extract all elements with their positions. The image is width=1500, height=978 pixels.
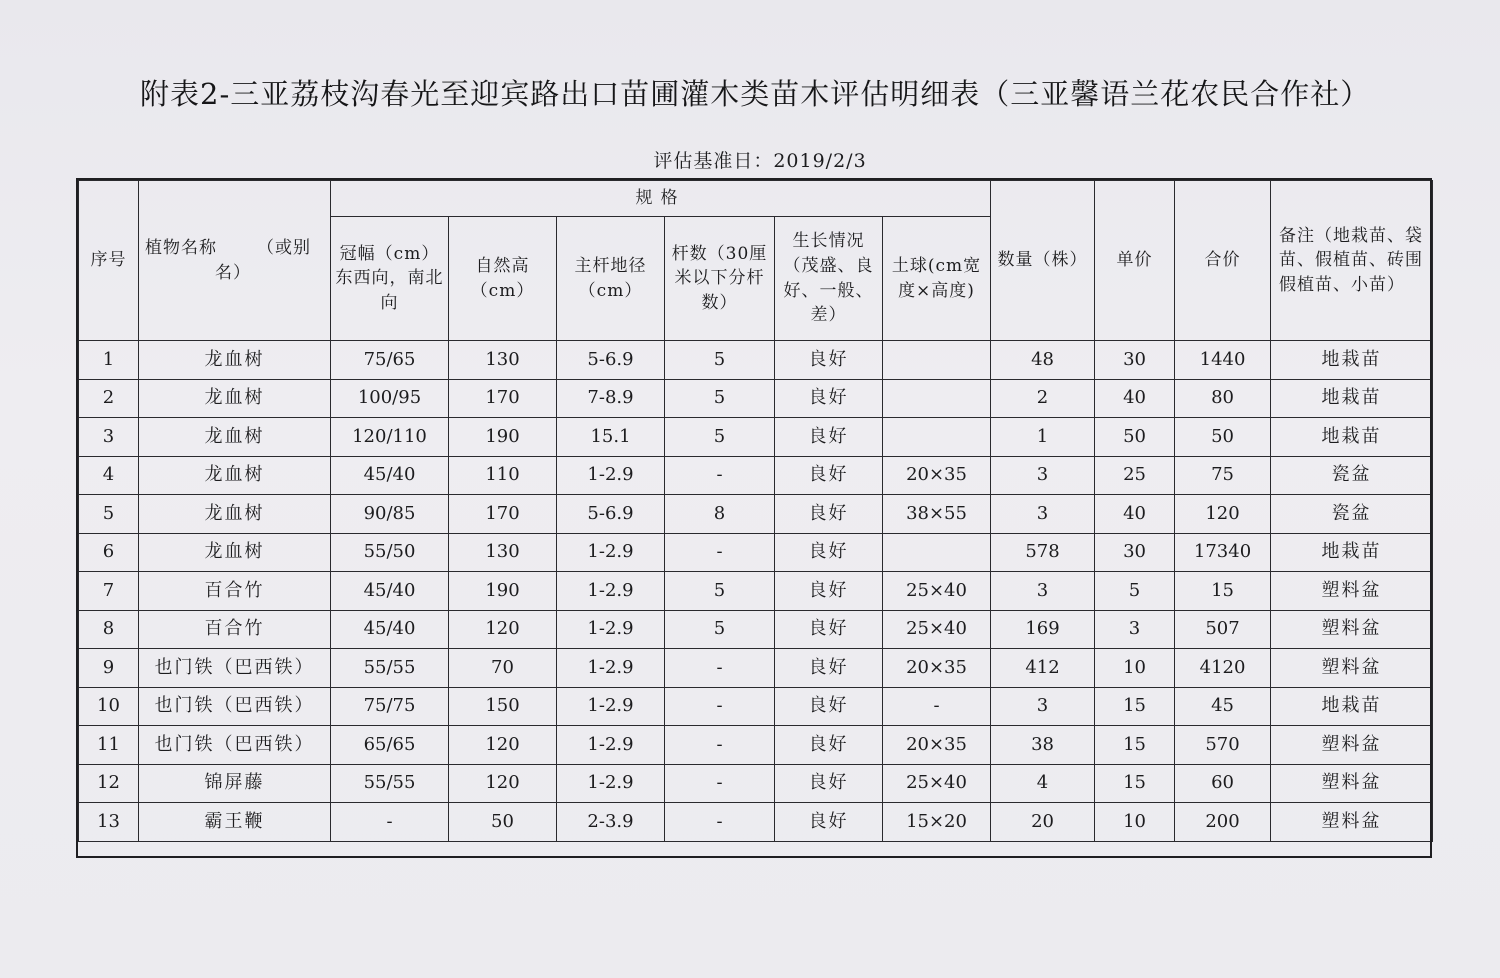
cell-total: 200 (1175, 803, 1271, 842)
cell-qty: 48 (991, 341, 1095, 380)
cell-qty: 2 (991, 379, 1095, 418)
cell-soil-ball (883, 379, 991, 418)
cell-trunk-diameter: 15.1 (557, 418, 665, 457)
header-total: 合价 (1175, 181, 1271, 341)
cell-height: 50 (449, 803, 557, 842)
cell-total: 4120 (1175, 649, 1271, 688)
cell-soil-ball: 25×40 (883, 610, 991, 649)
cell-plant-name: 龙血树 (139, 495, 331, 534)
header-height: 自然高（cm） (449, 217, 557, 341)
cell-note: 地栽苗 (1271, 418, 1433, 457)
table-row (79, 495, 1433, 534)
cell-plant-name: 百合竹 (139, 572, 331, 611)
cell-seq: 2 (79, 379, 139, 418)
cell-stem-count: 8 (665, 495, 775, 534)
cell-total: 50 (1175, 418, 1271, 457)
cell-seq: 5 (79, 495, 139, 534)
cell-note: 地栽苗 (1271, 379, 1433, 418)
cell-unit-price: 40 (1095, 495, 1175, 534)
cell-total: 80 (1175, 379, 1271, 418)
cell-growth: 良好 (775, 687, 883, 726)
cell-total: 1440 (1175, 341, 1271, 380)
cell-height: 70 (449, 649, 557, 688)
cell-note: 塑料盆 (1271, 726, 1433, 765)
table-row (79, 687, 1433, 726)
valuation-base-date: 评估基准日：2019/2/3 (653, 150, 867, 172)
cell-qty: 3 (991, 687, 1095, 726)
cell-unit-price: 3 (1095, 610, 1175, 649)
cell-unit-price: 40 (1095, 379, 1175, 418)
cell-unit-price: 25 (1095, 456, 1175, 495)
cell-qty: 20 (991, 803, 1095, 842)
cell-qty: 1 (991, 418, 1095, 457)
cell-seq: 9 (79, 649, 139, 688)
cell-growth: 良好 (775, 495, 883, 534)
cell-qty: 38 (991, 726, 1095, 765)
cell-growth: 良好 (775, 533, 883, 572)
table-row (79, 610, 1433, 649)
cell-growth: 良好 (775, 649, 883, 688)
cell-note: 塑料盆 (1271, 803, 1433, 842)
cell-plant-name: 龙血树 (139, 418, 331, 457)
cell-seq: 8 (79, 610, 139, 649)
cell-note: 瓷盆 (1271, 495, 1433, 534)
cell-seq: 4 (79, 456, 139, 495)
cell-stem-count: - (665, 803, 775, 842)
table-row (79, 341, 1433, 380)
cell-height: 170 (449, 495, 557, 534)
table-row (79, 572, 1433, 611)
cell-height: 120 (449, 726, 557, 765)
cell-note: 塑料盆 (1271, 764, 1433, 803)
cell-seq: 1 (79, 341, 139, 380)
cell-soil-ball (883, 533, 991, 572)
cell-seq: 7 (79, 572, 139, 611)
cell-crown: 45/40 (331, 610, 449, 649)
cell-trunk-diameter: 1-2.9 (557, 456, 665, 495)
table-row (79, 456, 1433, 495)
header-plant-name (139, 181, 331, 341)
cell-stem-count: - (665, 533, 775, 572)
cell-unit-price: 15 (1095, 764, 1175, 803)
table-row (79, 379, 1433, 418)
cell-growth: 良好 (775, 572, 883, 611)
cell-total: 45 (1175, 687, 1271, 726)
cell-unit-price: 15 (1095, 687, 1175, 726)
cell-growth: 良好 (775, 341, 883, 380)
cell-soil-ball (883, 341, 991, 380)
cell-stem-count: 5 (665, 572, 775, 611)
cell-crown: 45/40 (331, 572, 449, 611)
cell-growth: 良好 (775, 456, 883, 495)
cell-unit-price: 5 (1095, 572, 1175, 611)
cell-crown: 75/65 (331, 341, 449, 380)
cell-trunk-diameter: 1-2.9 (557, 649, 665, 688)
cell-crown: - (331, 803, 449, 842)
cell-plant-name: 龙血树 (139, 456, 331, 495)
cell-soil-ball: 20×35 (883, 456, 991, 495)
cell-unit-price: 10 (1095, 649, 1175, 688)
cell-total: 60 (1175, 764, 1271, 803)
cell-stem-count: - (665, 764, 775, 803)
cell-trunk-diameter: 5-6.9 (557, 341, 665, 380)
cell-total: 570 (1175, 726, 1271, 765)
cell-qty: 3 (991, 495, 1095, 534)
cell-crown: 55/55 (331, 764, 449, 803)
header-stem-count: 杆数（30厘米以下分杆数） (665, 217, 775, 341)
cell-qty: 3 (991, 572, 1095, 611)
cell-note: 地栽苗 (1271, 533, 1433, 572)
cell-trunk-diameter: 1-2.9 (557, 687, 665, 726)
header-unit-price: 单价 (1095, 181, 1175, 341)
cell-stem-count: 5 (665, 418, 775, 457)
page-title: 附表2-三亚荔枝沟春光至迎宾路出口苗圃灌木类苗木评估明细表（三亚馨语兰花农民合作社） (140, 77, 1371, 111)
cell-seq: 3 (79, 418, 139, 457)
cell-soil-ball: - (883, 687, 991, 726)
cell-qty: 3 (991, 456, 1095, 495)
cell-unit-price: 30 (1095, 341, 1175, 380)
cell-trunk-diameter: 5-6.9 (557, 495, 665, 534)
cell-stem-count: - (665, 726, 775, 765)
table-row (79, 726, 1433, 765)
header-soil-ball: 土球(cm宽度×高度) (883, 217, 991, 341)
cell-growth: 良好 (775, 726, 883, 765)
cell-unit-price: 30 (1095, 533, 1175, 572)
cell-height: 170 (449, 379, 557, 418)
cell-soil-ball: 15×20 (883, 803, 991, 842)
cell-trunk-diameter: 1-2.9 (557, 610, 665, 649)
cell-height: 130 (449, 533, 557, 572)
cell-soil-ball: 20×35 (883, 649, 991, 688)
header-crown: 冠幅（cm）东西向，南北向 (331, 217, 449, 341)
cell-crown: 90/85 (331, 495, 449, 534)
cell-trunk-diameter: 2-3.9 (557, 803, 665, 842)
cell-growth: 良好 (775, 764, 883, 803)
table-row (79, 764, 1433, 803)
cell-unit-price: 15 (1095, 726, 1175, 765)
cell-height: 110 (449, 456, 557, 495)
cell-plant-name: 也门铁（巴西铁） (139, 649, 331, 688)
cell-note: 地栽苗 (1271, 341, 1433, 380)
valuation-table (78, 180, 1433, 842)
cell-seq: 10 (79, 687, 139, 726)
cell-qty: 412 (991, 649, 1095, 688)
cell-trunk-diameter: 7-8.9 (557, 379, 665, 418)
cell-seq: 6 (79, 533, 139, 572)
cell-note: 塑料盆 (1271, 649, 1433, 688)
cell-stem-count: - (665, 456, 775, 495)
header-plant-name-a: 植物名称 (145, 237, 217, 258)
table-row (79, 418, 1433, 457)
cell-stem-count: - (665, 649, 775, 688)
cell-qty: 578 (991, 533, 1095, 572)
cell-height: 120 (449, 610, 557, 649)
header-growth: 生长情况（茂盛、良好、一般、差） (775, 217, 883, 341)
cell-trunk-diameter: 1-2.9 (557, 726, 665, 765)
cell-note: 塑料盆 (1271, 610, 1433, 649)
cell-plant-name: 也门铁（巴西铁） (139, 726, 331, 765)
cell-stem-count: 5 (665, 610, 775, 649)
cell-trunk-diameter: 1-2.9 (557, 764, 665, 803)
cell-stem-count: 5 (665, 341, 775, 380)
table-row (79, 649, 1433, 688)
cell-plant-name: 龙血树 (139, 533, 331, 572)
cell-plant-name: 锦屏藤 (139, 764, 331, 803)
cell-soil-ball: 25×40 (883, 764, 991, 803)
cell-plant-name: 霸王鞭 (139, 803, 331, 842)
cell-height: 120 (449, 764, 557, 803)
cell-plant-name: 龙血树 (139, 379, 331, 418)
cell-qty: 169 (991, 610, 1095, 649)
cell-height: 190 (449, 418, 557, 457)
cell-unit-price: 10 (1095, 803, 1175, 842)
cell-total: 507 (1175, 610, 1271, 649)
header-plant-name-c: 名） (215, 262, 251, 283)
cell-note: 地栽苗 (1271, 687, 1433, 726)
cell-growth: 良好 (775, 418, 883, 457)
cell-soil-ball (883, 418, 991, 457)
cell-crown: 55/50 (331, 533, 449, 572)
header-spec: 规格 (331, 181, 991, 217)
cell-note: 瓷盆 (1271, 456, 1433, 495)
cell-crown: 120/110 (331, 418, 449, 457)
cell-growth: 良好 (775, 379, 883, 418)
cell-height: 130 (449, 341, 557, 380)
cell-stem-count: - (665, 687, 775, 726)
cell-total: 75 (1175, 456, 1271, 495)
cell-crown: 55/55 (331, 649, 449, 688)
cell-soil-ball: 20×35 (883, 726, 991, 765)
cell-soil-ball: 25×40 (883, 572, 991, 611)
cell-trunk-diameter: 1-2.9 (557, 533, 665, 572)
cell-soil-ball: 38×55 (883, 495, 991, 534)
cell-qty: 4 (991, 764, 1095, 803)
cell-total: 120 (1175, 495, 1271, 534)
cell-total: 17340 (1175, 533, 1271, 572)
table-body (79, 341, 1433, 842)
header-seq: 序号 (79, 181, 139, 341)
cell-stem-count: 5 (665, 379, 775, 418)
table-row (79, 803, 1433, 842)
header-plant-name-b: （或别 (257, 237, 311, 258)
cell-seq: 12 (79, 764, 139, 803)
cell-crown: 65/65 (331, 726, 449, 765)
cell-crown: 100/95 (331, 379, 449, 418)
cell-plant-name: 百合竹 (139, 610, 331, 649)
cell-note: 塑料盆 (1271, 572, 1433, 611)
header-qty: 数量（株） (991, 181, 1095, 341)
cell-seq: 13 (79, 803, 139, 842)
header-note: 备注（地栽苗、袋苗、假植苗、砖围假植苗、小苗） (1271, 181, 1433, 341)
cell-unit-price: 50 (1095, 418, 1175, 457)
cell-crown: 75/75 (331, 687, 449, 726)
cell-total: 15 (1175, 572, 1271, 611)
cell-plant-name: 龙血树 (139, 341, 331, 380)
cell-growth: 良好 (775, 610, 883, 649)
cell-crown: 45/40 (331, 456, 449, 495)
cell-seq: 11 (79, 726, 139, 765)
header-trunk-diameter: 主杆地径（cm） (557, 217, 665, 341)
cell-plant-name: 也门铁（巴西铁） (139, 687, 331, 726)
cell-height: 190 (449, 572, 557, 611)
table-row (79, 533, 1433, 572)
cell-trunk-diameter: 1-2.9 (557, 572, 665, 611)
cell-height: 150 (449, 687, 557, 726)
cell-growth: 良好 (775, 803, 883, 842)
